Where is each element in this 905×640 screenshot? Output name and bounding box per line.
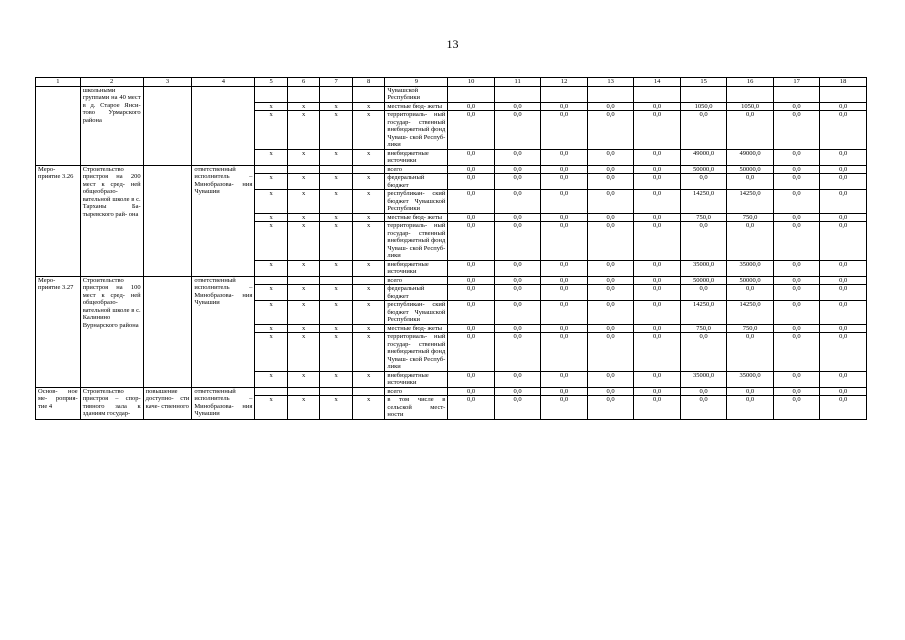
amount-cell: 0,0 bbox=[634, 222, 681, 261]
amount-cell: 0,0 bbox=[680, 333, 727, 372]
amount-cell: 50000,0 bbox=[680, 276, 727, 285]
budget-code-cell: х bbox=[320, 260, 353, 276]
funding-source: внебюджетные источники bbox=[385, 149, 448, 165]
amount-cell: 0,0 bbox=[820, 276, 867, 285]
budget-code-cell bbox=[352, 86, 385, 102]
activity-name: Строительство пристроя на 200 мест к сред- ней общеобразо- вательной школе в с. Тарханы Ба- тыревского рай- она bbox=[80, 165, 143, 276]
amount-cell: 0,0 bbox=[587, 260, 634, 276]
amount-cell: 0,0 bbox=[541, 213, 588, 222]
amount-cell: 0,0 bbox=[820, 174, 867, 190]
budget-code-cell: х bbox=[320, 190, 353, 214]
budget-code-cell bbox=[352, 387, 385, 396]
budget-code-cell bbox=[352, 165, 385, 174]
responsible-executor: ответственный исполнитель – Минобразова- ния Чувашии bbox=[192, 165, 255, 276]
amount-cell: 0,0 bbox=[634, 213, 681, 222]
column-number-8: 8 bbox=[352, 78, 385, 87]
amount-cell: 0,0 bbox=[587, 165, 634, 174]
column-number-5: 5 bbox=[255, 78, 288, 87]
budget-code-cell: х bbox=[287, 190, 320, 214]
budget-code-cell: х bbox=[320, 301, 353, 325]
amount-cell: 750,0 bbox=[680, 324, 727, 333]
funding-source: Чувашской Республики bbox=[385, 86, 448, 102]
amount-cell: 0,0 bbox=[634, 260, 681, 276]
budget-code-cell: х bbox=[255, 285, 288, 301]
amount-cell bbox=[634, 86, 681, 102]
amount-cell: 35000,0 bbox=[727, 371, 774, 387]
amount-cell: 0,0 bbox=[541, 149, 588, 165]
amount-cell: 35000,0 bbox=[680, 371, 727, 387]
budget-code-cell: х bbox=[320, 324, 353, 333]
budget-code-cell: х bbox=[352, 371, 385, 387]
amount-cell: 0,0 bbox=[773, 111, 820, 150]
amount-cell bbox=[680, 86, 727, 102]
amount-cell: 0,0 bbox=[587, 387, 634, 396]
amount-cell: 0,0 bbox=[448, 190, 495, 214]
budget-code-cell: х bbox=[255, 371, 288, 387]
amount-cell: 0,0 bbox=[820, 102, 867, 111]
budget-code-cell: х bbox=[287, 149, 320, 165]
amount-cell: 0,0 bbox=[587, 102, 634, 111]
amount-cell: 0,0 bbox=[680, 111, 727, 150]
budget-code-cell bbox=[255, 387, 288, 396]
activity-code: Основ- ное ме- роприя- тие 4 bbox=[36, 387, 81, 419]
funding-source: местные бюд- жеты bbox=[385, 102, 448, 111]
budget-code-cell: х bbox=[287, 371, 320, 387]
funding-source: всего bbox=[385, 276, 448, 285]
amount-cell: 0,0 bbox=[634, 333, 681, 372]
amount-cell: 0,0 bbox=[494, 396, 541, 420]
amount-cell: 0,0 bbox=[773, 213, 820, 222]
budget-code-cell: х bbox=[352, 333, 385, 372]
amount-cell: 0,0 bbox=[448, 213, 495, 222]
funding-source: всего bbox=[385, 387, 448, 396]
amount-cell: 0,0 bbox=[448, 285, 495, 301]
column-number-11: 11 bbox=[494, 78, 541, 87]
amount-cell: 0,0 bbox=[634, 111, 681, 150]
funding-source: республикан- ский бюджет Чувашской Республики bbox=[385, 301, 448, 325]
amount-cell: 0,0 bbox=[541, 190, 588, 214]
amount-cell bbox=[494, 86, 541, 102]
amount-cell: 0,0 bbox=[494, 387, 541, 396]
budget-code-cell: х bbox=[287, 111, 320, 150]
amount-cell bbox=[541, 86, 588, 102]
column-number-13: 13 bbox=[587, 78, 634, 87]
amount-cell: 0,0 bbox=[773, 333, 820, 372]
amount-cell: 50000,0 bbox=[680, 165, 727, 174]
amount-cell: 0,0 bbox=[494, 371, 541, 387]
budget-code-cell: х bbox=[352, 396, 385, 420]
amount-cell: 0,0 bbox=[494, 276, 541, 285]
amount-cell: 0,0 bbox=[448, 333, 495, 372]
amount-cell: 0,0 bbox=[448, 396, 495, 420]
column-number-18: 18 bbox=[820, 78, 867, 87]
budget-code-cell: х bbox=[255, 111, 288, 150]
amount-cell: 0,0 bbox=[448, 174, 495, 190]
amount-cell bbox=[820, 86, 867, 102]
amount-cell: 35000,0 bbox=[727, 260, 774, 276]
budget-code-cell: х bbox=[320, 396, 353, 420]
budget-code-cell: х bbox=[352, 111, 385, 150]
amount-cell: 0,0 bbox=[541, 111, 588, 150]
amount-cell: 0,0 bbox=[448, 102, 495, 111]
budget-code-cell: х bbox=[352, 324, 385, 333]
amount-cell: 0,0 bbox=[634, 102, 681, 111]
column-number-7: 7 bbox=[320, 78, 353, 87]
activity-code: Меро- приятие 3.26 bbox=[36, 165, 81, 276]
amount-cell: 0,0 bbox=[820, 111, 867, 150]
funding-source: территориаль- ный государ- ственный внебюджетный фонд Чуваш- ской Респуб- лики bbox=[385, 333, 448, 372]
amount-cell: 0,0 bbox=[820, 165, 867, 174]
budget-code-cell: х bbox=[352, 222, 385, 261]
budget-code-cell: х bbox=[287, 213, 320, 222]
amount-cell: 0,0 bbox=[820, 371, 867, 387]
amount-cell: 14250,0 bbox=[727, 190, 774, 214]
amount-cell: 0,0 bbox=[820, 324, 867, 333]
amount-cell: 0,0 bbox=[680, 387, 727, 396]
funding-source: внебюджетные источники bbox=[385, 260, 448, 276]
amount-cell: 0,0 bbox=[448, 276, 495, 285]
amount-cell: 0,0 bbox=[541, 285, 588, 301]
amount-cell: 0,0 bbox=[587, 276, 634, 285]
column-number-12: 12 bbox=[541, 78, 588, 87]
budget-code-cell: х bbox=[287, 260, 320, 276]
amount-cell: 0,0 bbox=[541, 276, 588, 285]
amount-cell: 14250,0 bbox=[680, 301, 727, 325]
amount-cell: 0,0 bbox=[773, 174, 820, 190]
amount-cell: 0,0 bbox=[541, 396, 588, 420]
amount-cell: 0,0 bbox=[680, 396, 727, 420]
amount-cell: 49000,0 bbox=[680, 149, 727, 165]
column-numbers-row bbox=[36, 78, 867, 87]
amount-cell: 0,0 bbox=[541, 260, 588, 276]
funding-source: федеральный бюджет bbox=[385, 174, 448, 190]
amount-cell: 0,0 bbox=[448, 111, 495, 150]
amount-cell: 0,0 bbox=[448, 301, 495, 325]
amount-cell: 0,0 bbox=[587, 174, 634, 190]
table-row bbox=[36, 276, 867, 285]
budget-code-cell: х bbox=[255, 149, 288, 165]
amount-cell: 50000,0 bbox=[727, 276, 774, 285]
amount-cell: 0,0 bbox=[820, 285, 867, 301]
amount-cell: 0,0 bbox=[820, 190, 867, 214]
amount-cell: 0,0 bbox=[587, 301, 634, 325]
amount-cell: 0,0 bbox=[541, 174, 588, 190]
budget-code-cell: х bbox=[255, 213, 288, 222]
funding-source: в том числе в сельской мест- ности bbox=[385, 396, 448, 420]
funding-source: республикан- ский бюджет Чувашской Республики bbox=[385, 190, 448, 214]
amount-cell: 0,0 bbox=[541, 301, 588, 325]
budget-table bbox=[35, 77, 867, 420]
budget-code-cell: х bbox=[255, 396, 288, 420]
budget-code-cell: х bbox=[255, 222, 288, 261]
amount-cell: 0,0 bbox=[494, 213, 541, 222]
amount-cell: 0,0 bbox=[727, 387, 774, 396]
amount-cell: 0,0 bbox=[494, 190, 541, 214]
amount-cell: 0,0 bbox=[820, 396, 867, 420]
amount-cell: 49000,0 bbox=[727, 149, 774, 165]
budget-code-cell: х bbox=[320, 102, 353, 111]
budget-code-cell: х bbox=[320, 222, 353, 261]
funding-source: местные бюд- жеты bbox=[385, 324, 448, 333]
amount-cell: 0,0 bbox=[727, 222, 774, 261]
amount-cell: 0,0 bbox=[727, 174, 774, 190]
budget-code-cell: х bbox=[320, 333, 353, 372]
budget-code-cell bbox=[255, 276, 288, 285]
amount-cell bbox=[727, 86, 774, 102]
table-row bbox=[36, 86, 867, 102]
budget-code-cell: х bbox=[255, 324, 288, 333]
amount-cell: 0,0 bbox=[541, 371, 588, 387]
budget-code-cell: х bbox=[352, 260, 385, 276]
budget-code-cell: х bbox=[287, 301, 320, 325]
budget-code-cell: х bbox=[255, 102, 288, 111]
amount-cell: 0,0 bbox=[448, 165, 495, 174]
funding-source: федеральный бюджет bbox=[385, 285, 448, 301]
budget-code-cell: х bbox=[287, 222, 320, 261]
amount-cell: 0,0 bbox=[773, 324, 820, 333]
amount-cell: 0,0 bbox=[587, 285, 634, 301]
expected-result bbox=[143, 165, 192, 276]
budget-code-cell bbox=[255, 86, 288, 102]
amount-cell: 0,0 bbox=[587, 149, 634, 165]
amount-cell: 0,0 bbox=[587, 111, 634, 150]
column-number-1: 1 bbox=[36, 78, 81, 87]
amount-cell: 0,0 bbox=[494, 333, 541, 372]
amount-cell: 0,0 bbox=[448, 149, 495, 165]
amount-cell: 0,0 bbox=[541, 102, 588, 111]
amount-cell: 0,0 bbox=[494, 149, 541, 165]
amount-cell: 14250,0 bbox=[680, 190, 727, 214]
budget-code-cell: х bbox=[320, 149, 353, 165]
activity-name: школьными группами на 40 мест в д. Старое Янси- тово Урмарского района bbox=[80, 86, 143, 165]
amount-cell: 0,0 bbox=[727, 111, 774, 150]
responsible-executor: ответственный исполнитель – Минобразова- ния Чувашии bbox=[192, 387, 255, 419]
amount-cell: 0,0 bbox=[820, 213, 867, 222]
amount-cell: 0,0 bbox=[494, 174, 541, 190]
funding-source: местные бюд- жеты bbox=[385, 213, 448, 222]
amount-cell: 0,0 bbox=[773, 276, 820, 285]
amount-cell: 0,0 bbox=[587, 324, 634, 333]
table-row bbox=[36, 165, 867, 174]
column-number-10: 10 bbox=[448, 78, 495, 87]
column-number-2: 2 bbox=[80, 78, 143, 87]
amount-cell: 0,0 bbox=[587, 222, 634, 261]
amount-cell: 50000,0 bbox=[727, 165, 774, 174]
amount-cell: 0,0 bbox=[634, 387, 681, 396]
amount-cell: 0,0 bbox=[448, 371, 495, 387]
amount-cell: 0,0 bbox=[541, 387, 588, 396]
amount-cell: 0,0 bbox=[773, 149, 820, 165]
budget-code-cell bbox=[287, 86, 320, 102]
amount-cell: 0,0 bbox=[494, 260, 541, 276]
expected-result: повышение доступно- сти каче- ственного bbox=[143, 387, 192, 419]
amount-cell: 0,0 bbox=[541, 333, 588, 372]
amount-cell: 0,0 bbox=[727, 285, 774, 301]
amount-cell: 0,0 bbox=[541, 165, 588, 174]
column-number-9: 9 bbox=[385, 78, 448, 87]
amount-cell: 0,0 bbox=[820, 301, 867, 325]
column-number-3: 3 bbox=[143, 78, 192, 87]
budget-code-cell: х bbox=[255, 190, 288, 214]
expected-result bbox=[143, 276, 192, 387]
budget-code-cell bbox=[287, 276, 320, 285]
activity-name: Строительство пристроя на 100 мест к сред- ней общеобразо- вательной школе в с. Калинино Вурнарского района bbox=[80, 276, 143, 387]
amount-cell: 0,0 bbox=[773, 396, 820, 420]
amount-cell: 0,0 bbox=[680, 222, 727, 261]
activity-name: Строительство пристроя – спор- тивного зала к зданиям государ- bbox=[80, 387, 143, 419]
table-row bbox=[36, 387, 867, 396]
expected-result bbox=[143, 86, 192, 165]
budget-code-cell: х bbox=[320, 371, 353, 387]
page-number: 13 bbox=[446, 37, 459, 51]
amount-cell: 750,0 bbox=[727, 324, 774, 333]
budget-code-cell: х bbox=[287, 324, 320, 333]
amount-cell: 0,0 bbox=[773, 285, 820, 301]
funding-source: всего bbox=[385, 165, 448, 174]
amount-cell: 1050,0 bbox=[680, 102, 727, 111]
budget-code-cell bbox=[287, 165, 320, 174]
amount-cell: 0,0 bbox=[587, 213, 634, 222]
amount-cell: 0,0 bbox=[820, 149, 867, 165]
amount-cell: 750,0 bbox=[727, 213, 774, 222]
budget-code-cell: х bbox=[320, 174, 353, 190]
amount-cell: 0,0 bbox=[634, 276, 681, 285]
amount-cell: 0,0 bbox=[448, 324, 495, 333]
budget-code-cell bbox=[287, 387, 320, 396]
column-number-17: 17 bbox=[773, 78, 820, 87]
amount-cell: 0,0 bbox=[587, 371, 634, 387]
amount-cell: 0,0 bbox=[541, 324, 588, 333]
budget-code-cell: х bbox=[352, 213, 385, 222]
budget-code-cell: х bbox=[287, 102, 320, 111]
amount-cell: 35000,0 bbox=[680, 260, 727, 276]
budget-code-cell bbox=[320, 387, 353, 396]
amount-cell: 0,0 bbox=[820, 333, 867, 372]
budget-code-cell bbox=[352, 276, 385, 285]
funding-source: территориаль- ный государ- ственный внебюджетный фонд Чуваш- ской Респуб- лики bbox=[385, 222, 448, 261]
amount-cell: 750,0 bbox=[680, 213, 727, 222]
amount-cell: 0,0 bbox=[773, 371, 820, 387]
amount-cell: 0,0 bbox=[634, 371, 681, 387]
budget-code-cell: х bbox=[287, 396, 320, 420]
amount-cell: 0,0 bbox=[634, 149, 681, 165]
amount-cell: 0,0 bbox=[773, 301, 820, 325]
budget-code-cell: х bbox=[352, 285, 385, 301]
amount-cell: 0,0 bbox=[820, 387, 867, 396]
activity-code: Меро- приятие 3.27 bbox=[36, 276, 81, 387]
amount-cell: 0,0 bbox=[773, 387, 820, 396]
amount-cell: 0,0 bbox=[494, 285, 541, 301]
amount-cell: 0,0 bbox=[494, 111, 541, 150]
amount-cell: 0,0 bbox=[680, 174, 727, 190]
amount-cell: 0,0 bbox=[587, 190, 634, 214]
amount-cell: 0,0 bbox=[773, 165, 820, 174]
amount-cell bbox=[587, 86, 634, 102]
budget-code-cell: х bbox=[352, 190, 385, 214]
amount-cell: 14250,0 bbox=[727, 301, 774, 325]
amount-cell: 1050,0 bbox=[727, 102, 774, 111]
table-body bbox=[36, 78, 867, 420]
amount-cell: 0,0 bbox=[541, 222, 588, 261]
budget-code-cell: х bbox=[287, 285, 320, 301]
amount-cell: 0,0 bbox=[634, 174, 681, 190]
amount-cell: 0,0 bbox=[773, 222, 820, 261]
budget-code-cell: х bbox=[255, 301, 288, 325]
responsible-executor: ответственный исполнитель – Минобразова- ния Чувашии bbox=[192, 276, 255, 387]
amount-cell: 0,0 bbox=[820, 260, 867, 276]
amount-cell: 0,0 bbox=[587, 333, 634, 372]
budget-code-cell: х bbox=[352, 174, 385, 190]
budget-code-cell: х bbox=[255, 333, 288, 372]
budget-code-cell: х bbox=[352, 301, 385, 325]
amount-cell: 0,0 bbox=[448, 222, 495, 261]
amount-cell: 0,0 bbox=[634, 285, 681, 301]
amount-cell: 0,0 bbox=[494, 102, 541, 111]
amount-cell: 0,0 bbox=[680, 285, 727, 301]
budget-code-cell: х bbox=[320, 111, 353, 150]
budget-code-cell: х bbox=[352, 149, 385, 165]
amount-cell bbox=[773, 86, 820, 102]
column-number-6: 6 bbox=[287, 78, 320, 87]
column-number-4: 4 bbox=[192, 78, 255, 87]
activity-code bbox=[36, 86, 81, 165]
budget-code-cell bbox=[255, 165, 288, 174]
column-number-15: 15 bbox=[680, 78, 727, 87]
budget-code-cell: х bbox=[287, 333, 320, 372]
column-number-14: 14 bbox=[634, 78, 681, 87]
amount-cell: 0,0 bbox=[494, 324, 541, 333]
amount-cell: 0,0 bbox=[634, 324, 681, 333]
budget-code-cell: х bbox=[320, 213, 353, 222]
budget-code-cell: х bbox=[287, 174, 320, 190]
amount-cell: 0,0 bbox=[494, 165, 541, 174]
amount-cell: 0,0 bbox=[448, 387, 495, 396]
amount-cell: 0,0 bbox=[494, 301, 541, 325]
amount-cell: 0,0 bbox=[634, 396, 681, 420]
amount-cell: 0,0 bbox=[634, 301, 681, 325]
amount-cell: 0,0 bbox=[448, 260, 495, 276]
amount-cell: 0,0 bbox=[773, 260, 820, 276]
budget-code-cell bbox=[320, 276, 353, 285]
budget-code-cell: х bbox=[320, 285, 353, 301]
budget-code-cell bbox=[320, 165, 353, 174]
amount-cell: 0,0 bbox=[727, 333, 774, 372]
amount-cell: 0,0 bbox=[820, 222, 867, 261]
amount-cell: 0,0 bbox=[634, 190, 681, 214]
budget-code-cell bbox=[320, 86, 353, 102]
column-number-16: 16 bbox=[727, 78, 774, 87]
budget-code-cell: х bbox=[255, 260, 288, 276]
amount-cell: 0,0 bbox=[773, 102, 820, 111]
amount-cell: 0,0 bbox=[773, 190, 820, 214]
amount-cell: 0,0 bbox=[494, 222, 541, 261]
amount-cell bbox=[448, 86, 495, 102]
amount-cell: 0,0 bbox=[634, 165, 681, 174]
funding-source: внебюджетные источники bbox=[385, 371, 448, 387]
amount-cell: 0,0 bbox=[727, 396, 774, 420]
budget-code-cell: х bbox=[255, 174, 288, 190]
responsible-executor bbox=[192, 86, 255, 165]
budget-code-cell: х bbox=[352, 102, 385, 111]
funding-source: территориаль- ный государ- ственный внебюджетный фонд Чуваш- ской Респуб- лики bbox=[385, 111, 448, 150]
amount-cell: 0,0 bbox=[587, 396, 634, 420]
